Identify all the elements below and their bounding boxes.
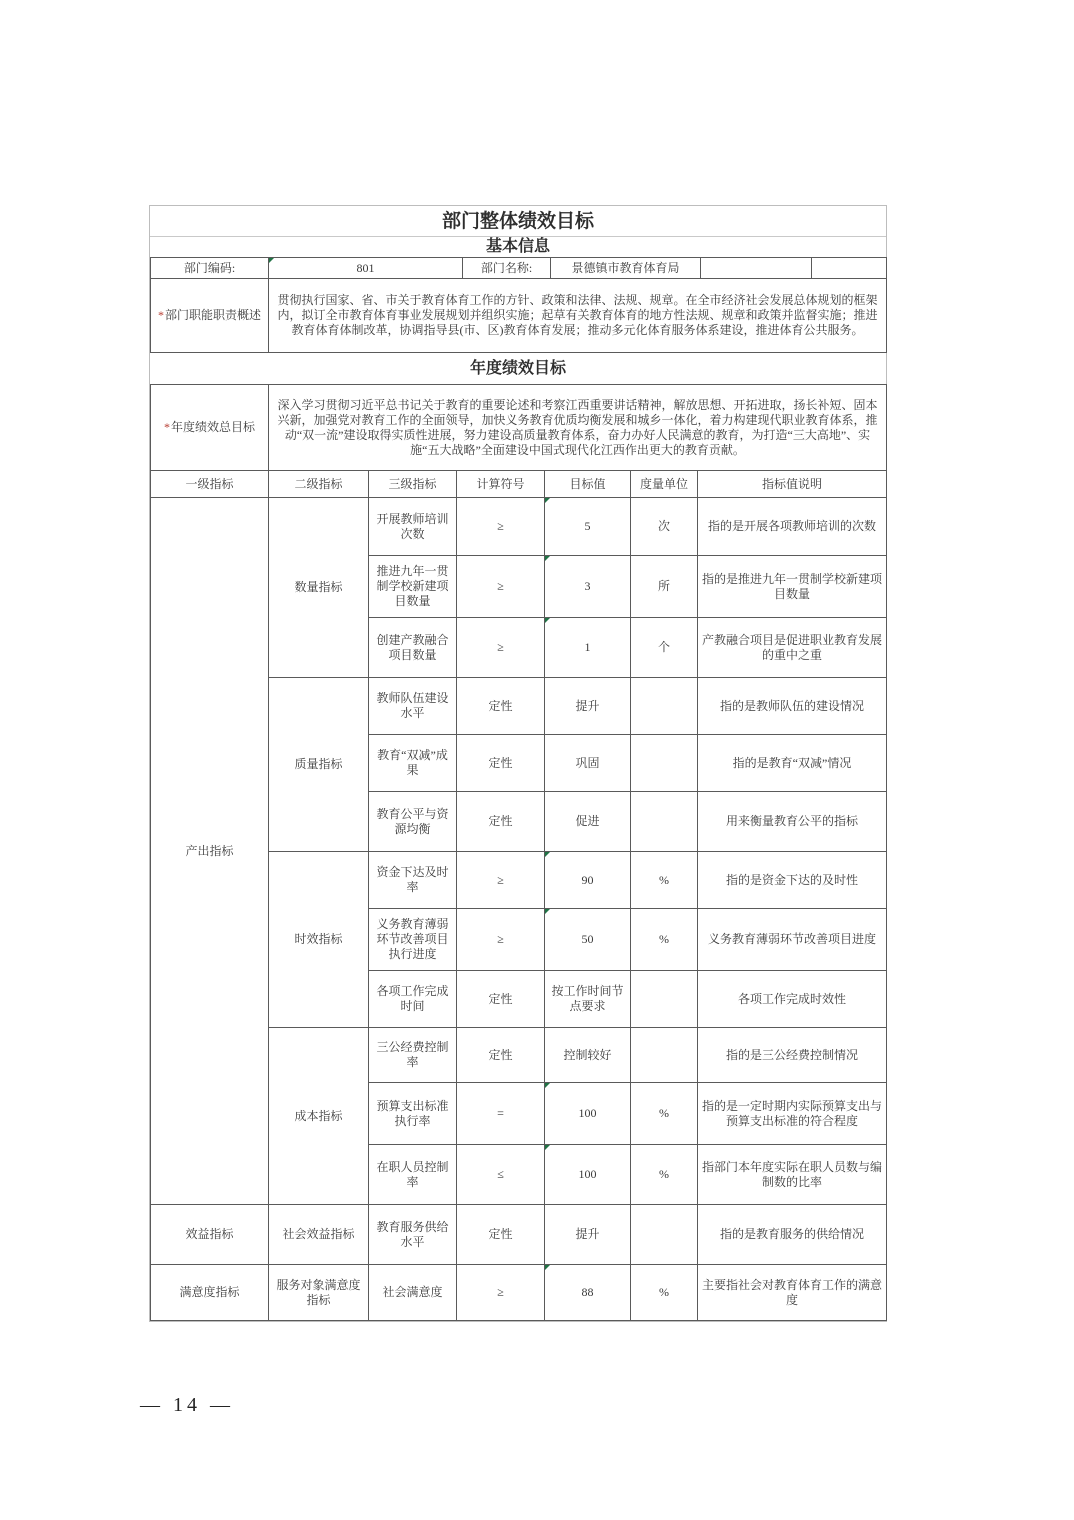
level3-indicator: 创建产教融合项目数量 — [369, 618, 457, 678]
unit-value: % — [631, 1145, 698, 1205]
unit-value: 次 — [631, 498, 698, 556]
calc-symbol: 定性 — [457, 1028, 545, 1083]
target-value: 控制较好 — [545, 1028, 631, 1083]
unit-value — [631, 792, 698, 852]
dept-code-label: 部门编码: — [151, 258, 269, 279]
required-mark: * — [157, 308, 164, 322]
level2-cost: 成本指标 — [269, 1028, 369, 1205]
indicator-note: 指的是教育“双减”情况 — [698, 735, 887, 792]
dept-row — [151, 258, 887, 279]
level1-benefit: 效益指标 — [151, 1205, 269, 1265]
indicator-header-row — [151, 471, 887, 498]
level1-satisfaction: 满意度指标 — [151, 1265, 269, 1321]
indicator-note: 主要指社会对教育体育工作的满意度 — [698, 1265, 887, 1321]
indicator-note: 指的是三公经费控制情况 — [698, 1028, 887, 1083]
header-symbol: 计算符号 — [457, 471, 545, 498]
level2-service-satisfaction: 服务对象满意度指标 — [269, 1265, 369, 1321]
calc-symbol: 定性 — [457, 971, 545, 1028]
annual-goal-text: 深入学习贯彻习近平总书记关于教育的重要论述和考察江西重要讲话精神，解放思想、开拓进取，扬长补短、固本兴新，加强党对教育工作的全面领导，加快义务教育优质均衡发展和城乡一体化，着力构建现代职业教育体系，推动“双一流”建设取得实质性进展，努力建设高质量教育体系，奋力办好人民满意的教育，为打造“三大高地”、实施“五大战略”全面建设中国式现代化江西作出更大的教育贡献。 — [269, 385, 887, 471]
excel-flag-icon — [269, 258, 274, 263]
unit-value — [631, 1028, 698, 1083]
indicator-note: 用来衡量教育公平的指标 — [698, 792, 887, 852]
calc-symbol: = — [457, 1083, 545, 1145]
duty-label: *部门职能职责概述 — [151, 279, 269, 353]
excel-flag-icon — [545, 1265, 550, 1270]
target-value: 100 — [545, 1083, 631, 1145]
excel-flag-icon — [545, 556, 550, 561]
target-value: 巩固 — [545, 735, 631, 792]
excel-flag-icon — [545, 618, 550, 623]
calc-symbol: 定性 — [457, 678, 545, 735]
excel-flag-icon — [545, 1083, 550, 1088]
unit-value: 所 — [631, 556, 698, 618]
indicator-note: 指的是资金下达的及时性 — [698, 852, 887, 909]
target-value: 100 — [545, 1145, 631, 1205]
target-value: 促进 — [545, 792, 631, 852]
indicator-note: 指的是推进九年一贯制学校新建项目数量 — [698, 556, 887, 618]
target-value: 提升 — [545, 678, 631, 735]
target-value: 3 — [545, 556, 631, 618]
indicator-row — [151, 1265, 887, 1321]
annual-goal-table — [150, 384, 887, 471]
unit-value: % — [631, 1265, 698, 1321]
level3-indicator: 在职人员控制率 — [369, 1145, 457, 1205]
unit-value: % — [631, 909, 698, 971]
indicator-note: 产教融合项目是促进职业教育发展的重中之重 — [698, 618, 887, 678]
level3-indicator: 义务教育薄弱环节改善项目执行进度 — [369, 909, 457, 971]
indicator-note: 指的是一定时期内实际预算支出与预算支出标准的符合程度 — [698, 1083, 887, 1145]
unit-value: % — [631, 852, 698, 909]
header-note: 指标值说明 — [698, 471, 887, 498]
annual-goal-label: *年度绩效总目标 — [151, 385, 269, 471]
level3-indicator: 资金下达及时率 — [369, 852, 457, 909]
calc-symbol: ≤ — [457, 1145, 545, 1205]
empty-cell — [812, 258, 887, 279]
level3-indicator: 社会满意度 — [369, 1265, 457, 1321]
calc-symbol: ≥ — [457, 556, 545, 618]
target-value: 5 — [545, 498, 631, 556]
calc-symbol: 定性 — [457, 1205, 545, 1265]
basic-info-table — [150, 257, 887, 353]
level3-indicator: 推进九年一贯制学校新建项目数量 — [369, 556, 457, 618]
performance-target-sheet — [149, 205, 887, 1322]
unit-value — [631, 678, 698, 735]
header-level3: 三级指标 — [369, 471, 457, 498]
indicator-note: 指的是开展各项教师培训的次数 — [698, 498, 887, 556]
level3-indicator: 教育公平与资源均衡 — [369, 792, 457, 852]
target-value: 88 — [545, 1265, 631, 1321]
basic-info-heading: 基本信息 — [485, 238, 550, 255]
header-level2: 二级指标 — [269, 471, 369, 498]
calc-symbol: ≥ — [457, 498, 545, 556]
duty-text: 贯彻执行国家、省、市关于教育体育工作的方针、政策和法律、法规、规章。在全市经济社会发展总体规划的框架内，拟订全市教育体育事业发展规划并组织实施；起草有关教育体育的地方性法规、规章和政策并监督实施；推进教育体育体制改革，协调指导县(市、区)教育体育发展；推动多元化体育服务体系建设，推进体育公共服务。 — [269, 279, 887, 353]
level3-indicator: 三公经费控制率 — [369, 1028, 457, 1083]
excel-flag-icon — [545, 852, 550, 857]
empty-cell — [701, 258, 812, 279]
dept-code-value: 801 — [269, 258, 463, 279]
excel-flag-icon — [545, 1145, 550, 1150]
level1-output: 产出指标 — [151, 498, 269, 1205]
dept-name-label: 部门名称: — [463, 258, 551, 279]
indicator-note: 各项工作完成时效性 — [698, 971, 887, 1028]
page-title: 部门整体绩效目标 — [150, 206, 886, 237]
calc-symbol: ≥ — [457, 909, 545, 971]
level2-quantity: 数量指标 — [269, 498, 369, 678]
level3-indicator: 预算支出标准执行率 — [369, 1083, 457, 1145]
level3-indicator: 教师队伍建设水平 — [369, 678, 457, 735]
indicator-row — [151, 1205, 887, 1265]
calc-symbol: ≥ — [457, 618, 545, 678]
calc-symbol: 定性 — [457, 735, 545, 792]
unit-value: % — [631, 1083, 698, 1145]
duty-row — [151, 279, 887, 353]
required-mark: * — [163, 420, 170, 434]
unit-value — [631, 971, 698, 1028]
excel-flag-icon — [545, 909, 550, 914]
target-value: 90 — [545, 852, 631, 909]
calc-symbol: ≥ — [457, 852, 545, 909]
target-value: 提升 — [545, 1205, 631, 1265]
unit-value — [631, 735, 698, 792]
target-value: 50 — [545, 909, 631, 971]
indicator-table — [150, 470, 887, 1321]
header-level1: 一级指标 — [151, 471, 269, 498]
dept-name-value: 景德镇市教育体育局 — [551, 258, 701, 279]
annual-goals-heading: 年度绩效目标 — [469, 360, 566, 377]
level3-indicator: 教育“双减”成果 — [369, 735, 457, 792]
level2-timeliness: 时效指标 — [269, 852, 369, 1028]
level3-indicator: 开展教师培训次数 — [369, 498, 457, 556]
annual-goal-row — [151, 385, 887, 471]
header-unit: 度量单位 — [631, 471, 698, 498]
target-value: 1 — [545, 618, 631, 678]
indicator-note: 指的是教育服务的供给情况 — [698, 1205, 887, 1265]
level2-quality: 质量指标 — [269, 678, 369, 852]
header-target: 目标值 — [545, 471, 631, 498]
level3-indicator: 各项工作完成时间 — [369, 971, 457, 1028]
calc-symbol: 定性 — [457, 792, 545, 852]
excel-flag-icon — [545, 498, 550, 503]
level2-social-benefit: 社会效益指标 — [269, 1205, 369, 1265]
level3-indicator: 教育服务供给水平 — [369, 1205, 457, 1265]
indicator-note: 指的是教师队伍的建设情况 — [698, 678, 887, 735]
indicator-note: 指部门本年度实际在职人员数与编制数的比率 — [698, 1145, 887, 1205]
unit-value: 个 — [631, 618, 698, 678]
page-number: — 14 — — [140, 1394, 234, 1416]
unit-value — [631, 1205, 698, 1265]
calc-symbol: ≥ — [457, 1265, 545, 1321]
indicator-note: 义务教育薄弱环节改善项目进度 — [698, 909, 887, 971]
indicator-row — [151, 498, 887, 556]
target-value: 按工作时间节点要求 — [545, 971, 631, 1028]
